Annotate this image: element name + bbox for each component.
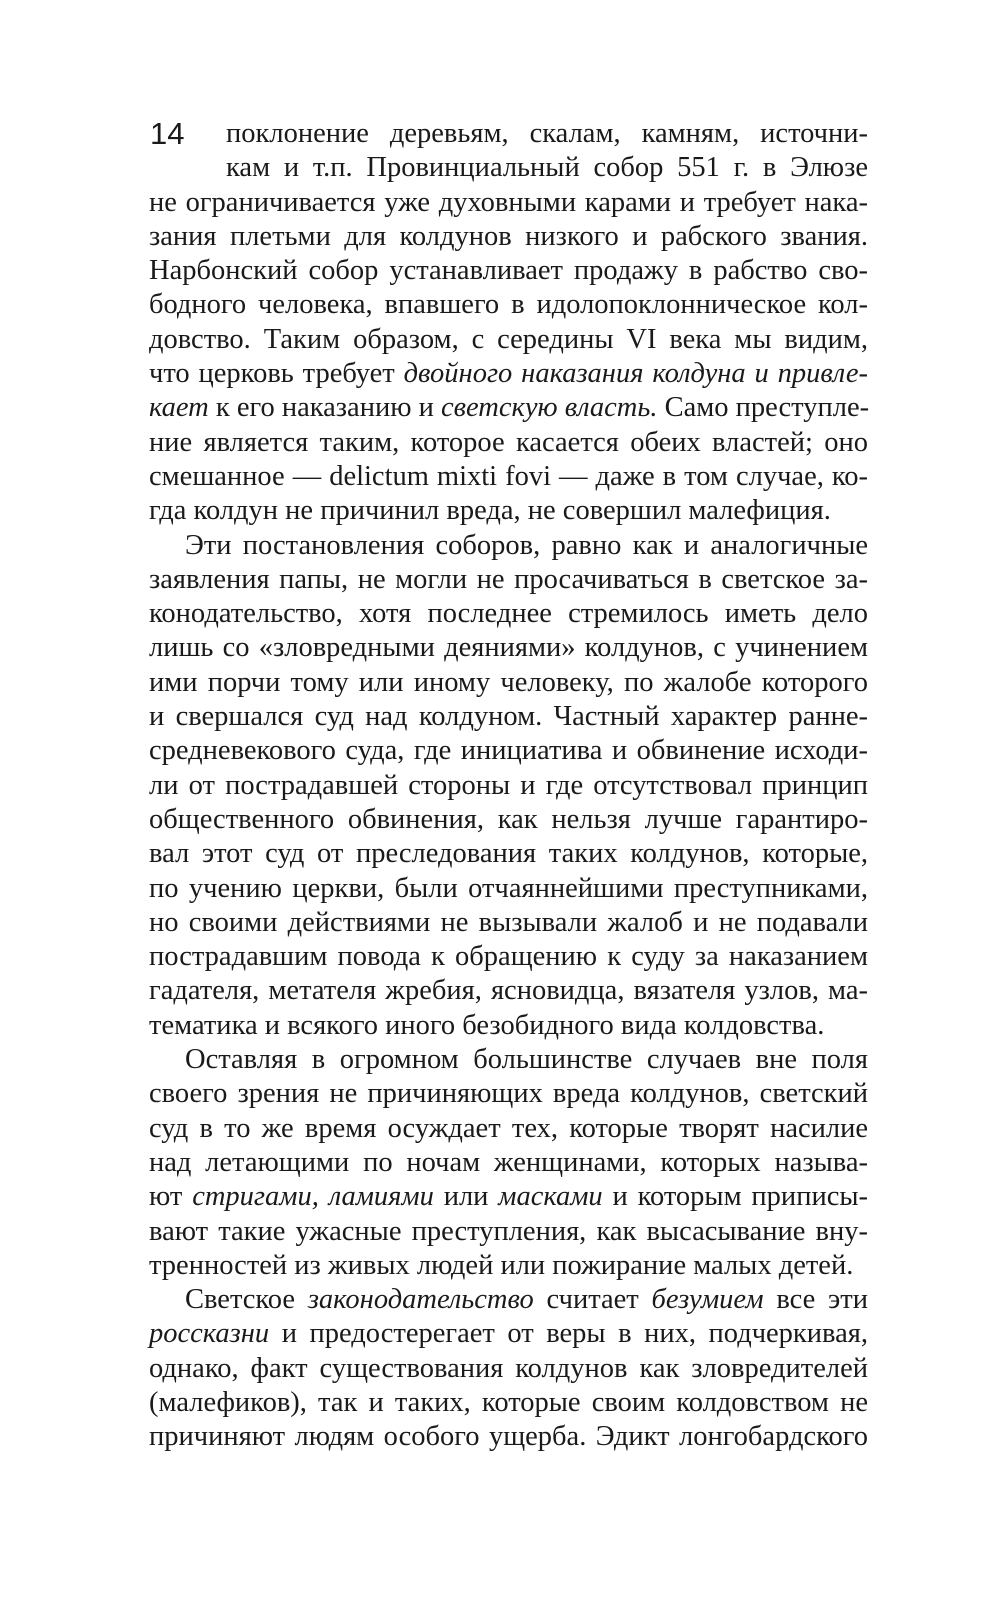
italic-text: масками xyxy=(498,1181,603,1213)
text-line xyxy=(149,1317,868,1351)
text-segment: и свершался суд над колдуном. Частный характер ранне- xyxy=(149,701,868,733)
text-line xyxy=(149,940,868,974)
text-line xyxy=(149,1386,868,1420)
text-line xyxy=(149,974,868,1008)
text-segment: вают такие ужасные преступления, как высасывание вну- xyxy=(149,1215,868,1247)
body-text xyxy=(149,117,868,1455)
text-segment: ют xyxy=(149,1181,193,1213)
text-line xyxy=(149,837,868,871)
text-segment: общественного обвинения, как нельзя лучше гарантиро- xyxy=(149,803,868,835)
text-line xyxy=(149,151,868,185)
text-segment: Эти постановления соборов, равно как и аналогичные xyxy=(185,529,868,561)
italic-text: стригами, ламиями xyxy=(192,1181,434,1213)
text-line xyxy=(149,734,868,768)
text-line xyxy=(149,1215,868,1249)
text-segment: считает xyxy=(533,1284,652,1316)
text-line xyxy=(149,1352,868,1386)
text-segment: гда колдун не причинил вреда, не совершил малефиция. xyxy=(149,495,831,527)
text-segment: ли от пострадавшей стороны и где отсутствовал принцип xyxy=(149,769,868,801)
italic-text: светскую власть. xyxy=(441,392,658,424)
text-line xyxy=(149,563,868,597)
italic-text: кает xyxy=(149,392,209,424)
text-segment: что церковь требует xyxy=(149,358,404,390)
text-segment: поклонение деревьям, скалам, камням, источни- xyxy=(226,118,868,149)
text-line xyxy=(149,906,868,940)
text-segment: бодного человека, впавшего в идолопоклонническое кол- xyxy=(149,289,868,321)
text-line xyxy=(149,1009,868,1043)
text-line xyxy=(149,460,868,494)
text-segment: причиняют людям особого ущерба. Эдикт лонгобардского xyxy=(149,1421,868,1453)
text-segment: суд в то же время осуждает тех, которые творят насилие xyxy=(149,1112,868,1144)
text-line xyxy=(149,186,868,220)
text-line xyxy=(149,1283,868,1317)
text-segment: своего зрения не причиняющих вреда колдунов, светский xyxy=(149,1078,868,1110)
italic-text: законодательство xyxy=(307,1284,534,1316)
text-line xyxy=(149,803,868,837)
text-segment: к его наказанию и xyxy=(208,392,442,424)
text-line xyxy=(149,631,868,665)
text-segment: однако, факт существования колдунов как зловредителей xyxy=(149,1352,868,1384)
text-segment: (малефиков), так и таких, которые своим колдовством не xyxy=(149,1386,868,1418)
italic-text: двойного наказания колдуна и привле- xyxy=(403,358,869,390)
text-segment: ими порчи тому или иному человеку, по жалобе которого xyxy=(149,666,868,698)
text-line xyxy=(149,323,868,357)
text-segment: и которым приписы- xyxy=(602,1181,868,1213)
text-segment: или xyxy=(433,1181,499,1213)
text-line xyxy=(149,1180,868,1214)
text-segment: над летающими по ночам женщинами, которых называ- xyxy=(149,1146,868,1178)
text-line xyxy=(149,700,868,734)
text-line xyxy=(149,666,868,700)
text-segment: тематика и всякого иного безобидного вида колдовства. xyxy=(149,1009,825,1041)
text-segment: не ограничивается уже духовными карами и требует нака- xyxy=(149,186,868,218)
text-line xyxy=(149,494,868,528)
text-segment: средневекового суда, где инициатива и обвинение исходи- xyxy=(149,735,868,767)
text-line xyxy=(149,1249,868,1283)
text-segment: гадателя, метателя жребия, ясновидца, вязателя узлов, ма- xyxy=(149,975,868,1007)
text-segment: заявления папы, не могли не просачиваться в светское за- xyxy=(149,563,868,595)
text-segment: пострадавшим повода к обращению к суду за наказанием xyxy=(149,941,868,973)
text-segment: лишь со «зловредными деяниями» колдунов, с учинением xyxy=(149,632,868,664)
page-number: 14 xyxy=(150,116,185,151)
text-line xyxy=(149,288,868,322)
text-line xyxy=(149,769,868,803)
text-segment: но своими действиями не вызывали жалоб и не подавали xyxy=(149,906,868,938)
text-line xyxy=(149,391,868,425)
text-line xyxy=(149,117,868,151)
text-line xyxy=(149,1077,868,1111)
text-line xyxy=(149,872,868,906)
text-segment: по учению церкви, были отчаяннейшими преступниками, xyxy=(149,872,868,904)
text-segment: кам и т.п. Провинциальный собор 551 г. в Элюзе xyxy=(226,152,868,184)
text-line xyxy=(149,254,868,288)
text-line xyxy=(149,1420,868,1454)
italic-text: безумием xyxy=(651,1284,764,1316)
text-line xyxy=(149,426,868,460)
text-line xyxy=(149,529,868,563)
text-line xyxy=(149,597,868,631)
text-line xyxy=(149,1043,868,1077)
text-segment: и предостерегает от веры в них, подчеркивая, xyxy=(269,1318,868,1350)
text-line xyxy=(149,1112,868,1146)
text-segment: конодательство, хотя последнее стремилось иметь дело xyxy=(149,598,868,630)
text-segment: вал этот суд от преследования таких колдунов, которые, xyxy=(149,838,868,870)
text-line xyxy=(149,357,868,391)
text-segment: Нарбонский собор устанавливает продажу в рабство сво- xyxy=(149,255,868,287)
text-segment: тренностей из живых людей или пожирание малых детей. xyxy=(149,1249,854,1281)
text-line xyxy=(149,1146,868,1180)
text-segment: Само преступле- xyxy=(657,392,870,424)
text-segment: ние является таким, которое касается обеих властей; оно xyxy=(149,426,868,458)
text-segment: Оставляя в огромном большинстве случаев вне поля xyxy=(185,1044,868,1076)
text-segment: Светское xyxy=(185,1284,308,1316)
italic-text: россказни xyxy=(149,1318,270,1350)
text-segment: довство. Таким образом, с середины VI века мы видим, xyxy=(149,323,868,355)
text-segment: все эти xyxy=(763,1284,868,1316)
text-line xyxy=(149,220,868,254)
text-segment: смешанное — delictum mixti fovi — даже в том случае, ко- xyxy=(149,460,868,492)
text-segment: зания плетьми для колдунов низкого и рабского звания. xyxy=(149,220,868,252)
